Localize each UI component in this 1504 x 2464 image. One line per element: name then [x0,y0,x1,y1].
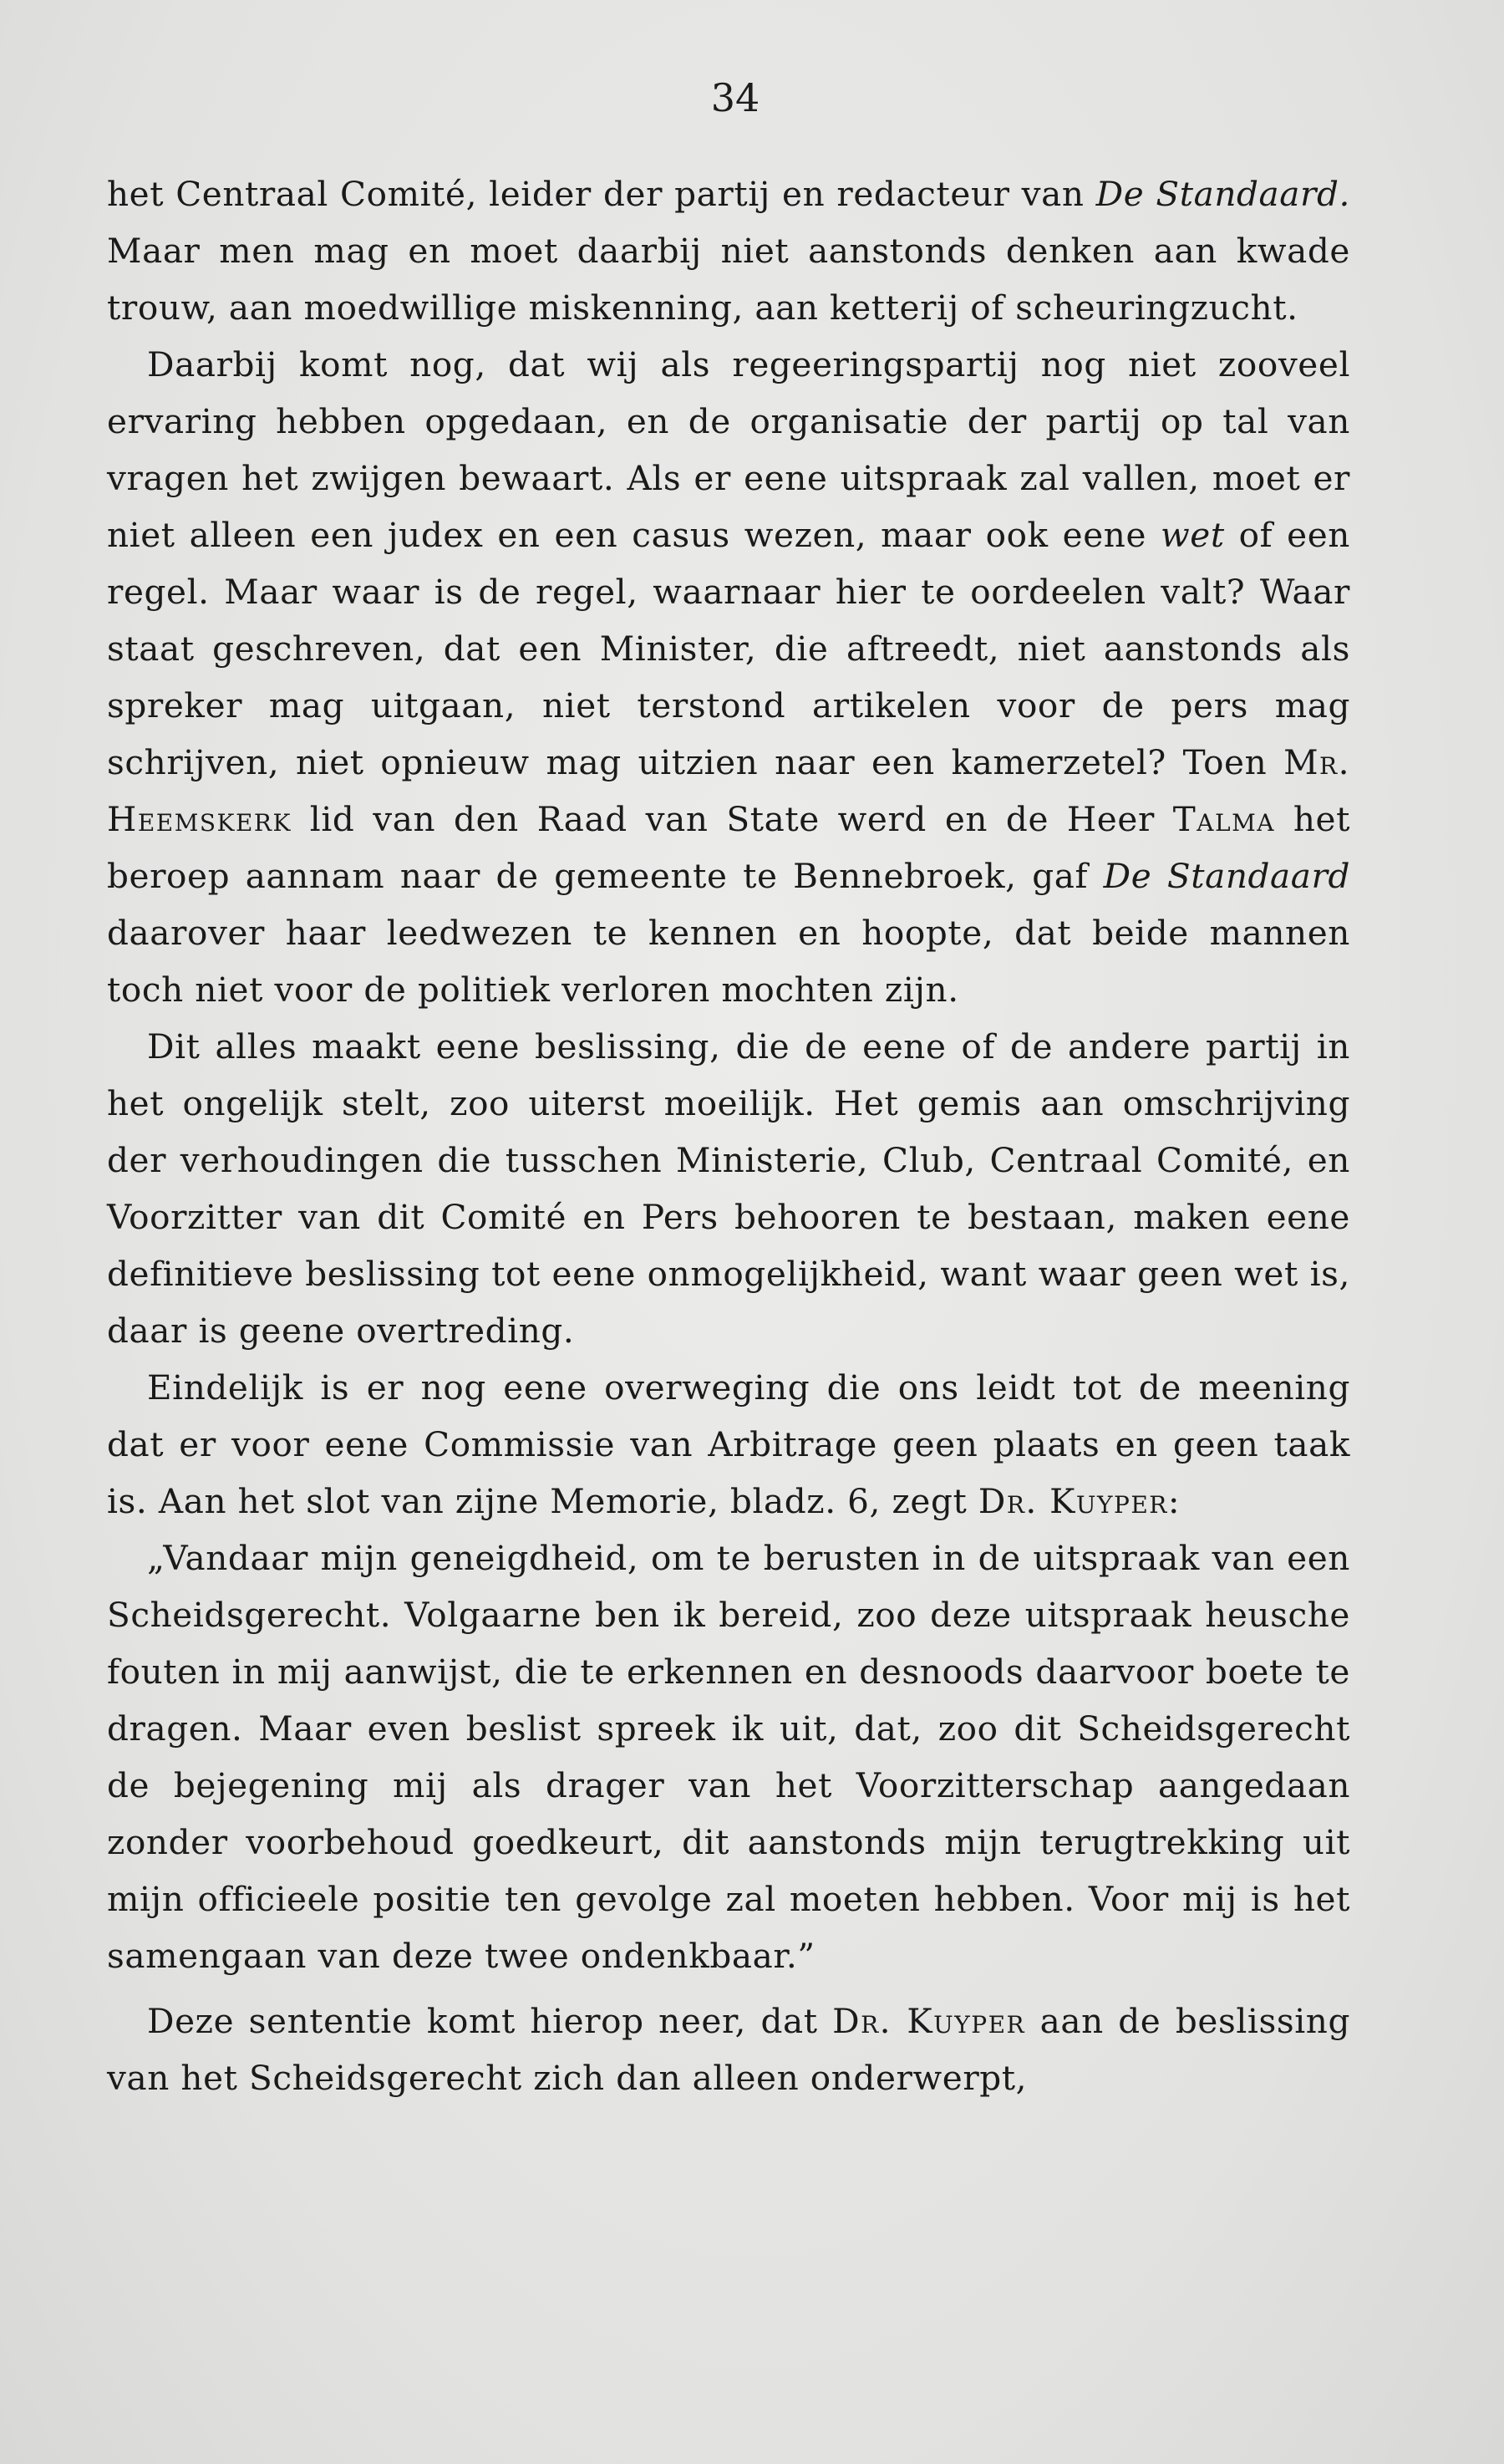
text-segment: of een regel. Maar waar is de regel, waarnaar hier te oordeelen valt? Waar staat geschreven, dat een Minister, die aftreedt, niet aanstonds als spreker mag uitgaan, niet terstond artikelen voor de pers mag schrijven, niet opnieuw mag uitzien naar een kamerzetel? Toen [107,515,1350,782]
text-segment: Dit alles maakt eene beslissing, die de eene of de andere partij in het ongelijk stelt, zoo uiterst moeilijk. Het gemis aan omschrijving der verhoudingen die tusschen Ministerie, Club, Centraal Comité, en Voorzitter van dit Comité en Pers behooren te bestaan, maken eene definitieve beslissing tot eene onmogelijkheid, want waar geen wet is, daar is geene overtreding. [107,1026,1350,1351]
text-segment: daarover haar leedwezen te kennen en hoopte, dat beide mannen toch niet voor de politiek verloren mochten zijn. [107,913,1350,1010]
text-segment: Eindelijk is er nog eene overweging die ons leidt tot de meening dat er voor eene Commissie van Arbitrage geen plaats en geen taak is. Aan het slot van zijne Memorie, bladz. 6, zegt [107,1367,1350,1521]
text-segment: het beroep aannam naar de gemeente te Bennebroek, gaf [107,799,1350,896]
text-segment: lid van den Raad van State werd en de Heer [291,799,1173,839]
paragraph-3 [107,1018,1350,1359]
text-segment: Dr. Kuyper [832,2001,1026,2041]
text-segment: wet [1160,515,1225,555]
paragraph-6 [107,1993,1350,2106]
paragraph-1 [107,165,1350,336]
text-segment: Daarbij komt nog, dat wij als regeeringspartij nog niet zooveel ervaring hebben opgedaan, en de organisatie der partij op tal van vragen het zwijgen bewaart. Als er eene uitspraak zal vallen, moet er niet alleen een judex en een casus wezen, maar ook eene [107,344,1350,555]
text-segment: Deze sententie komt hierop neer, dat [147,2001,833,2041]
text-segment: het Centraal Comité, leider der partij en redacteur van [107,174,1096,214]
text-segment: Dr. Kuyper [978,1481,1168,1521]
text-segment: Mr. Heemskerk [107,742,1350,839]
text-segment: De Standaard. [1095,174,1350,214]
paragraph-quote [107,1530,1350,1984]
page-number: 34 [710,75,760,120]
text-segment: aan de beslissing van het Scheidsgerecht zich dan alleen onderwerpt, [107,2001,1350,2098]
text-segment: Talma [1172,799,1275,839]
text-segment: Maar men mag en moet daarbij niet aanstonds denken aan kwade trouw, aan moedwillige miskenning, aan ketterij of scheuringzucht. [107,231,1350,328]
body-text [107,165,1350,2106]
paragraph-2 [107,336,1350,1018]
text-segment: „Vandaar mijn geneigdheid, om te berusten in de uitspraak van een Scheidsgerecht. Volgaarne ben ik bereid, zoo deze uitspraak heusche fouten in mij aanwijst, die te erkennen en desnoods daarvoor boete te dragen. Maar even beslist spreek ik uit, dat, zoo dit Scheidsgerecht de bejegening mij als drager van het Voorzitterschap aangedaan zonder voorbehoud goedkeurt, dit aanstonds mijn terugtrekking uit mijn officieele positie ten gevolge zal moeten hebben. Voor mij is het samengaan van deze twee ondenkbaar.” [107,1538,1350,1976]
text-segment: De Standaard [1103,856,1351,896]
text-segment: : [1167,1481,1181,1521]
paragraph-4 [107,1359,1350,1530]
